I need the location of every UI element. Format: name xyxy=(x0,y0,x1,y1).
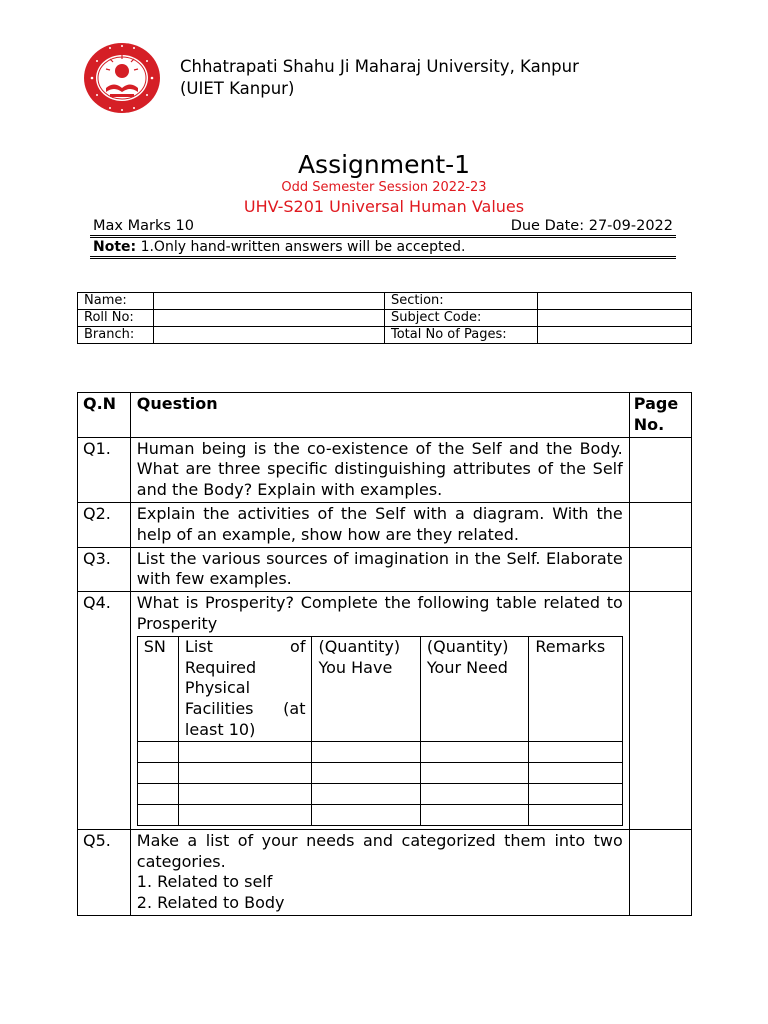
branch-label: Branch: xyxy=(78,327,154,344)
table-cell[interactable] xyxy=(312,783,420,804)
table-cell[interactable] xyxy=(137,804,178,825)
question-number: Q4. xyxy=(78,592,131,830)
table-row xyxy=(78,547,692,592)
section-field[interactable] xyxy=(538,293,692,310)
question-text: What is Prosperity? Complete the following table related to Prosperity xyxy=(136,593,623,633)
table-row xyxy=(78,327,692,344)
question-number: Q2. xyxy=(78,502,131,547)
student-info-table xyxy=(77,292,692,344)
qn-header: Q.N xyxy=(78,393,131,438)
question-number: Q1. xyxy=(78,437,131,502)
table-cell[interactable] xyxy=(420,783,528,804)
prosperity-table xyxy=(137,636,623,826)
prosperity-row xyxy=(137,783,622,804)
branch-field[interactable] xyxy=(154,327,385,344)
total-pages-field[interactable] xyxy=(538,327,692,344)
question-number: Q3. xyxy=(78,547,131,592)
table-cell[interactable] xyxy=(178,762,312,783)
university-header xyxy=(180,56,579,100)
table-cell[interactable] xyxy=(178,804,312,825)
table-cell[interactable] xyxy=(420,762,528,783)
table-cell[interactable] xyxy=(420,804,528,825)
quantity-need-header: (Quantity) Your Need xyxy=(420,636,528,741)
page-no-cell[interactable] xyxy=(629,437,691,502)
session-text: Odd Semester Session 2022-23 xyxy=(281,180,487,195)
page-no-cell[interactable] xyxy=(629,592,691,830)
note-line xyxy=(93,239,465,255)
table-cell[interactable] xyxy=(137,783,178,804)
question-text: Make a list of your needs and categorized them into two categories. xyxy=(136,830,623,871)
table-cell[interactable] xyxy=(312,741,420,762)
name-label: Name: xyxy=(78,293,154,310)
facilities-header: List of Required Physical Facilities (at least 10) xyxy=(178,636,312,741)
table-cell[interactable] xyxy=(529,762,622,783)
divider-line xyxy=(90,256,676,257)
table-cell[interactable] xyxy=(137,741,178,762)
prosperity-row xyxy=(137,741,622,762)
university-logo xyxy=(82,41,162,115)
table-cell[interactable] xyxy=(178,741,312,762)
page-no-header: Page No. xyxy=(629,393,691,438)
table-cell[interactable] xyxy=(137,762,178,783)
question-text: Explain the activities of the Self with a diagram. With the help of an example, show how are they related. xyxy=(130,502,629,547)
note-label: Note: xyxy=(93,239,137,255)
max-marks: Max Marks 10 xyxy=(93,218,194,234)
assignment-title: Assignment-1 xyxy=(297,150,471,179)
sn-header: SN xyxy=(137,636,178,741)
table-row xyxy=(78,829,692,915)
table-row xyxy=(78,293,692,310)
table-row xyxy=(78,310,692,327)
roll-no-label: Roll No: xyxy=(78,310,154,327)
table-cell[interactable] xyxy=(420,741,528,762)
course-title: UHV-S201 Universal Human Values xyxy=(243,197,525,216)
divider-line xyxy=(90,235,676,236)
question-cell xyxy=(130,592,629,830)
divider-line xyxy=(90,237,676,238)
page-no-cell[interactable] xyxy=(629,547,691,592)
table-row xyxy=(78,592,692,830)
due-date: Due Date: 27-09-2022 xyxy=(510,218,673,234)
institute-name: (UIET Kanpur) xyxy=(180,79,295,98)
question-text: Human being is the co-existence of the Self and the Body. What are three specific distinguishing attributes of the Self and the Body? Explain with examples. xyxy=(130,437,629,502)
list-item: 1. Related to self xyxy=(136,872,273,892)
roll-no-field[interactable] xyxy=(154,310,385,327)
note-text: 1.Only hand-written answers will be accepted. xyxy=(136,239,466,255)
university-name: Chhatrapati Shahu Ji Maharaj University, Kanpur xyxy=(180,57,579,76)
remarks-header: Remarks xyxy=(529,636,622,741)
question-cell xyxy=(130,829,629,915)
table-row xyxy=(78,437,692,502)
table-header-row xyxy=(78,393,692,438)
page-no-cell[interactable] xyxy=(629,502,691,547)
quantity-have-header: (Quantity) You Have xyxy=(312,636,420,741)
table-cell[interactable] xyxy=(312,762,420,783)
table-cell[interactable] xyxy=(312,804,420,825)
total-pages-label: Total No of Pages: xyxy=(385,327,538,344)
name-field[interactable] xyxy=(154,293,385,310)
divider-line xyxy=(90,258,676,259)
page-no-cell[interactable] xyxy=(629,829,691,915)
table-cell[interactable] xyxy=(178,783,312,804)
question-number: Q5. xyxy=(78,829,131,915)
question-text: List the various sources of imagination in the Self. Elaborate with few examples. xyxy=(130,547,629,592)
subject-code-label: Subject Code: xyxy=(385,310,538,327)
table-row xyxy=(78,502,692,547)
prosperity-row xyxy=(137,804,622,825)
table-cell[interactable] xyxy=(529,741,622,762)
question-header: Question xyxy=(130,393,629,438)
prosperity-header-row xyxy=(137,636,622,741)
list-item: 2. Related to Body xyxy=(136,893,285,913)
table-cell[interactable] xyxy=(529,804,622,825)
questions-table xyxy=(77,392,692,916)
prosperity-row xyxy=(137,762,622,783)
section-label: Section: xyxy=(385,293,538,310)
table-cell[interactable] xyxy=(529,783,622,804)
subject-code-field[interactable] xyxy=(538,310,692,327)
